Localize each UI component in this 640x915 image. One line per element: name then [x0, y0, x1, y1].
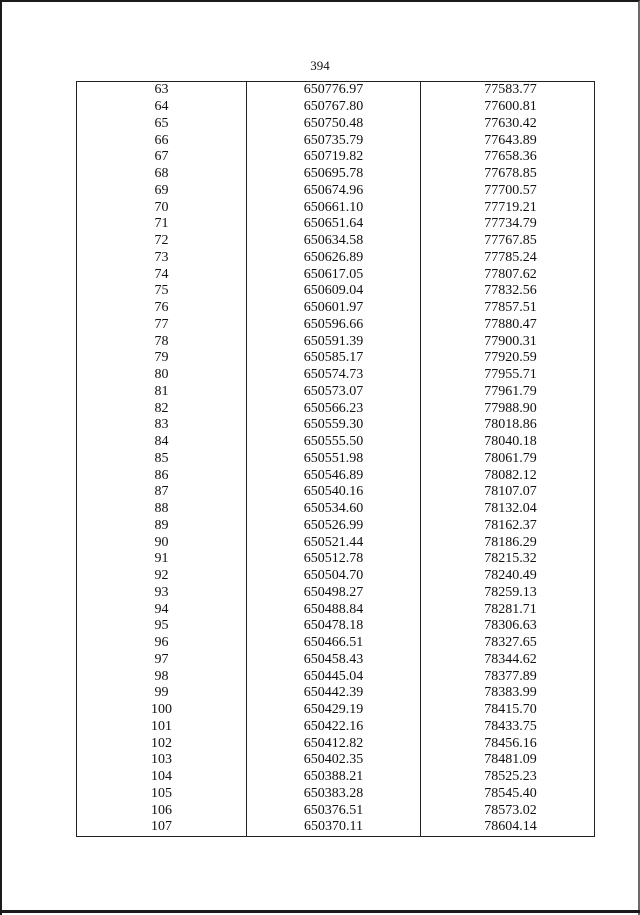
- x-coordinate-cell: 650540.16: [247, 484, 421, 501]
- x-coordinate-cell: 650512.78: [247, 551, 421, 568]
- y-coordinate-cell: 78433.75: [421, 719, 595, 736]
- table-row: [77, 534, 595, 551]
- y-coordinate-cell: 78040.18: [421, 434, 595, 451]
- table-row: [77, 417, 595, 434]
- point-number-cell: 73: [77, 250, 247, 267]
- y-coordinate-cell: 78240.49: [421, 568, 595, 585]
- point-number-cell: 82: [77, 400, 247, 417]
- y-coordinate-cell: 77961.79: [421, 384, 595, 401]
- table-row: [77, 635, 595, 652]
- y-coordinate-cell: 78573.02: [421, 802, 595, 819]
- x-coordinate-cell: 650534.60: [247, 501, 421, 518]
- table-row: [77, 266, 595, 283]
- table-row: [77, 451, 595, 468]
- table-row: [77, 467, 595, 484]
- point-number-cell: 106: [77, 802, 247, 819]
- table-row: [77, 116, 595, 133]
- y-coordinate-cell: 78162.37: [421, 518, 595, 535]
- y-coordinate-cell: 78525.23: [421, 769, 595, 786]
- y-coordinate-cell: 78456.16: [421, 735, 595, 752]
- x-coordinate-cell: 650458.43: [247, 652, 421, 669]
- x-coordinate-cell: 650402.35: [247, 752, 421, 769]
- x-coordinate-cell: 650651.64: [247, 216, 421, 233]
- y-coordinate-cell: 78082.12: [421, 467, 595, 484]
- point-number-cell: 98: [77, 668, 247, 685]
- x-coordinate-cell: 650719.82: [247, 149, 421, 166]
- point-number-cell: 65: [77, 116, 247, 133]
- point-number-cell: 81: [77, 384, 247, 401]
- table-row: [77, 233, 595, 250]
- x-coordinate-cell: 650478.18: [247, 618, 421, 635]
- y-coordinate-cell: 77807.62: [421, 266, 595, 283]
- y-coordinate-cell: 77583.77: [421, 82, 595, 99]
- x-coordinate-cell: 650626.89: [247, 250, 421, 267]
- y-coordinate-cell: 77630.42: [421, 116, 595, 133]
- table-row: [77, 250, 595, 267]
- table-row: [77, 82, 595, 99]
- table-row: [77, 819, 595, 836]
- table-row: [77, 132, 595, 149]
- point-number-cell: 107: [77, 819, 247, 836]
- y-coordinate-cell: 78306.63: [421, 618, 595, 635]
- x-coordinate-cell: 650488.84: [247, 601, 421, 618]
- y-coordinate-cell: 78377.89: [421, 668, 595, 685]
- x-coordinate-cell: 650370.11: [247, 819, 421, 836]
- x-coordinate-cell: 650585.17: [247, 350, 421, 367]
- table-row: [77, 283, 595, 300]
- y-coordinate-cell: 77734.79: [421, 216, 595, 233]
- y-coordinate-cell: 78383.99: [421, 685, 595, 702]
- x-coordinate-cell: 650661.10: [247, 199, 421, 216]
- point-number-cell: 79: [77, 350, 247, 367]
- x-coordinate-cell: 650574.73: [247, 367, 421, 384]
- y-coordinate-cell: 78327.65: [421, 635, 595, 652]
- y-coordinate-cell: 77988.90: [421, 400, 595, 417]
- point-number-cell: 94: [77, 601, 247, 618]
- table-row: [77, 802, 595, 819]
- point-number-cell: 76: [77, 300, 247, 317]
- page-number: 394: [310, 58, 330, 73]
- y-coordinate-cell: 77832.56: [421, 283, 595, 300]
- table-row: [77, 735, 595, 752]
- point-number-cell: 101: [77, 719, 247, 736]
- x-coordinate-cell: 650498.27: [247, 585, 421, 602]
- point-number-cell: 87: [77, 484, 247, 501]
- y-coordinate-cell: 78259.13: [421, 585, 595, 602]
- point-number-cell: 88: [77, 501, 247, 518]
- x-coordinate-cell: 650596.66: [247, 317, 421, 334]
- x-coordinate-cell: 650674.96: [247, 183, 421, 200]
- x-coordinate-cell: 650573.07: [247, 384, 421, 401]
- point-number-cell: 74: [77, 266, 247, 283]
- y-coordinate-cell: 78107.07: [421, 484, 595, 501]
- x-coordinate-cell: 650591.39: [247, 333, 421, 350]
- y-coordinate-cell: 77719.21: [421, 199, 595, 216]
- point-number-cell: 95: [77, 618, 247, 635]
- y-coordinate-cell: 78215.32: [421, 551, 595, 568]
- coordinates-table: [76, 81, 595, 837]
- x-coordinate-cell: 650566.23: [247, 400, 421, 417]
- coordinates-table-body: [77, 82, 595, 837]
- table-row: [77, 752, 595, 769]
- y-coordinate-cell: 78604.14: [421, 819, 595, 836]
- point-number-cell: 71: [77, 216, 247, 233]
- point-number-cell: 77: [77, 317, 247, 334]
- y-coordinate-cell: 77643.89: [421, 132, 595, 149]
- x-coordinate-cell: 650617.05: [247, 266, 421, 283]
- y-coordinate-cell: 77658.36: [421, 149, 595, 166]
- table-row: [77, 300, 595, 317]
- table-row: [77, 769, 595, 786]
- point-number-cell: 84: [77, 434, 247, 451]
- y-coordinate-cell: 78281.71: [421, 601, 595, 618]
- table-row: [77, 702, 595, 719]
- table-row: [77, 501, 595, 518]
- y-coordinate-cell: 78344.62: [421, 652, 595, 669]
- point-number-cell: 92: [77, 568, 247, 585]
- x-coordinate-cell: 650609.04: [247, 283, 421, 300]
- point-number-cell: 102: [77, 735, 247, 752]
- table-row: [77, 350, 595, 367]
- x-coordinate-cell: 650776.97: [247, 82, 421, 99]
- point-number-cell: 93: [77, 585, 247, 602]
- x-coordinate-cell: 650559.30: [247, 417, 421, 434]
- x-coordinate-cell: 650555.50: [247, 434, 421, 451]
- point-number-cell: 97: [77, 652, 247, 669]
- x-coordinate-cell: 650442.39: [247, 685, 421, 702]
- table-row: [77, 585, 595, 602]
- point-number-cell: 85: [77, 451, 247, 468]
- y-coordinate-cell: 77600.81: [421, 99, 595, 116]
- x-coordinate-cell: 650735.79: [247, 132, 421, 149]
- y-coordinate-cell: 78545.40: [421, 786, 595, 803]
- y-coordinate-cell: 78061.79: [421, 451, 595, 468]
- table-row: [77, 166, 595, 183]
- y-coordinate-cell: 77700.57: [421, 183, 595, 200]
- y-coordinate-cell: 78481.09: [421, 752, 595, 769]
- table-row: [77, 668, 595, 685]
- table-row: [77, 317, 595, 334]
- y-coordinate-cell: 78415.70: [421, 702, 595, 719]
- x-coordinate-cell: 650634.58: [247, 233, 421, 250]
- table-row: [77, 384, 595, 401]
- y-coordinate-cell: 78186.29: [421, 534, 595, 551]
- x-coordinate-cell: 650376.51: [247, 802, 421, 819]
- x-coordinate-cell: 650521.44: [247, 534, 421, 551]
- x-coordinate-cell: 650526.99: [247, 518, 421, 535]
- point-number-cell: 89: [77, 518, 247, 535]
- point-number-cell: 68: [77, 166, 247, 183]
- point-number-cell: 69: [77, 183, 247, 200]
- x-coordinate-cell: 650695.78: [247, 166, 421, 183]
- point-number-cell: 75: [77, 283, 247, 300]
- table-row: [77, 199, 595, 216]
- x-coordinate-cell: 650504.70: [247, 568, 421, 585]
- x-coordinate-cell: 650750.48: [247, 116, 421, 133]
- point-number-cell: 91: [77, 551, 247, 568]
- table-row: [77, 216, 595, 233]
- point-number-cell: 96: [77, 635, 247, 652]
- table-row: [77, 484, 595, 501]
- table-row: [77, 434, 595, 451]
- point-number-cell: 70: [77, 199, 247, 216]
- x-coordinate-cell: 650388.21: [247, 769, 421, 786]
- x-coordinate-cell: 650429.19: [247, 702, 421, 719]
- point-number-cell: 103: [77, 752, 247, 769]
- y-coordinate-cell: 77920.59: [421, 350, 595, 367]
- point-number-cell: 105: [77, 786, 247, 803]
- y-coordinate-cell: 77785.24: [421, 250, 595, 267]
- x-coordinate-cell: 650383.28: [247, 786, 421, 803]
- table-row: [77, 551, 595, 568]
- table-row: [77, 568, 595, 585]
- y-coordinate-cell: 77767.85: [421, 233, 595, 250]
- y-coordinate-cell: 77955.71: [421, 367, 595, 384]
- table-row: [77, 367, 595, 384]
- x-coordinate-cell: 650767.80: [247, 99, 421, 116]
- table-row: [77, 333, 595, 350]
- point-number-cell: 104: [77, 769, 247, 786]
- y-coordinate-cell: 78132.04: [421, 501, 595, 518]
- y-coordinate-cell: 77678.85: [421, 166, 595, 183]
- table-row: [77, 719, 595, 736]
- x-coordinate-cell: 650422.16: [247, 719, 421, 736]
- table-row: [77, 618, 595, 635]
- bottom-rule: [0, 910, 640, 913]
- point-number-cell: 99: [77, 685, 247, 702]
- point-number-cell: 63: [77, 82, 247, 99]
- x-coordinate-cell: 650466.51: [247, 635, 421, 652]
- table-row: [77, 601, 595, 618]
- x-coordinate-cell: 650412.82: [247, 735, 421, 752]
- point-number-cell: 86: [77, 467, 247, 484]
- table-row: [77, 400, 595, 417]
- table-row: [77, 183, 595, 200]
- y-coordinate-cell: 77857.51: [421, 300, 595, 317]
- y-coordinate-cell: 77880.47: [421, 317, 595, 334]
- table-row: [77, 652, 595, 669]
- point-number-cell: 72: [77, 233, 247, 250]
- x-coordinate-cell: 650551.98: [247, 451, 421, 468]
- table-row: [77, 99, 595, 116]
- point-number-cell: 83: [77, 417, 247, 434]
- table-row: [77, 685, 595, 702]
- x-coordinate-cell: 650601.97: [247, 300, 421, 317]
- table-row: [77, 149, 595, 166]
- x-coordinate-cell: 650546.89: [247, 467, 421, 484]
- point-number-cell: 80: [77, 367, 247, 384]
- point-number-cell: 64: [77, 99, 247, 116]
- y-coordinate-cell: 77900.31: [421, 333, 595, 350]
- x-coordinate-cell: 650445.04: [247, 668, 421, 685]
- point-number-cell: 66: [77, 132, 247, 149]
- point-number-cell: 100: [77, 702, 247, 719]
- table-row: [77, 518, 595, 535]
- point-number-cell: 90: [77, 534, 247, 551]
- table-row: [77, 786, 595, 803]
- point-number-cell: 67: [77, 149, 247, 166]
- y-coordinate-cell: 78018.86: [421, 417, 595, 434]
- point-number-cell: 78: [77, 333, 247, 350]
